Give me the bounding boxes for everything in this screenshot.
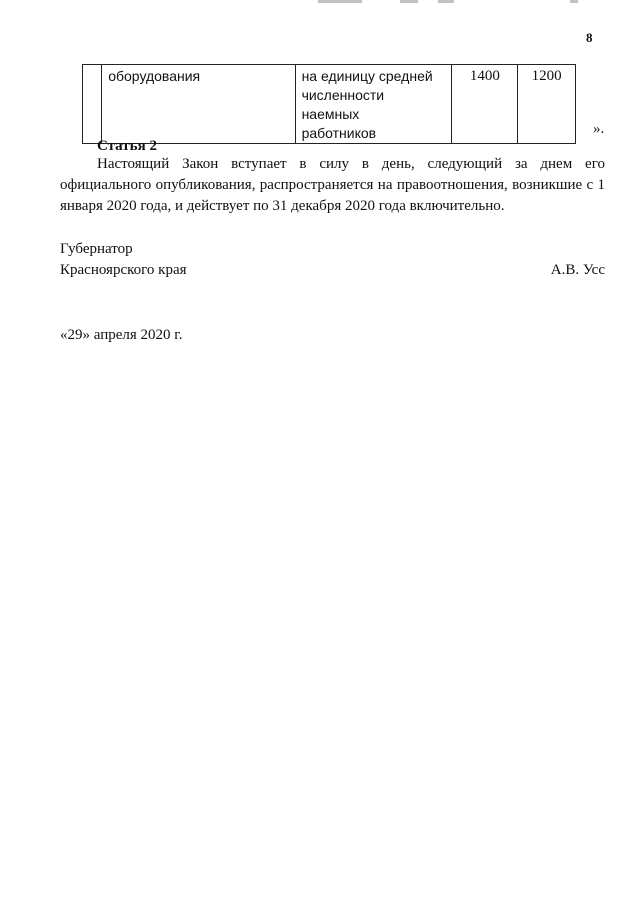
- unit-line: численности наемных: [301, 87, 385, 122]
- signature-block: [60, 239, 605, 281]
- scan-artifact: [438, 0, 454, 3]
- table-cell-unit: [295, 65, 452, 144]
- unit-line: работников: [301, 125, 377, 141]
- scan-artifact: [570, 0, 578, 3]
- table-cell-name: оборудования: [102, 65, 295, 144]
- signature-name: А.В. Усс: [550, 262, 605, 278]
- page-number: 8: [586, 30, 593, 45]
- scan-artifact: [400, 0, 418, 3]
- scan-artifact: [318, 0, 362, 3]
- document-date: «29» апреля 2020 г.: [60, 327, 183, 343]
- unit-line: на единицу средней: [301, 68, 433, 84]
- signature-title: Губернатор: [60, 241, 133, 257]
- table-continuation: [82, 64, 576, 144]
- table-cell-value-1: 1400: [452, 65, 518, 144]
- article-heading: Статья 2: [97, 138, 157, 154]
- table-row: [83, 65, 576, 144]
- signature-region: Красноярского края: [60, 262, 187, 278]
- closing-quote: ».: [593, 121, 605, 137]
- table-cell-number: [83, 65, 102, 144]
- table-cell-value-2: 1200: [518, 65, 576, 144]
- article-text: Настоящий Закон вступает в силу в день, следующий за днем его официального опубликования, распространяется на правоотношения, возникшие с 1 января 2020 года, и действует по 31 декабря 2020 года включительно.: [60, 156, 605, 214]
- signature-row: [60, 260, 605, 281]
